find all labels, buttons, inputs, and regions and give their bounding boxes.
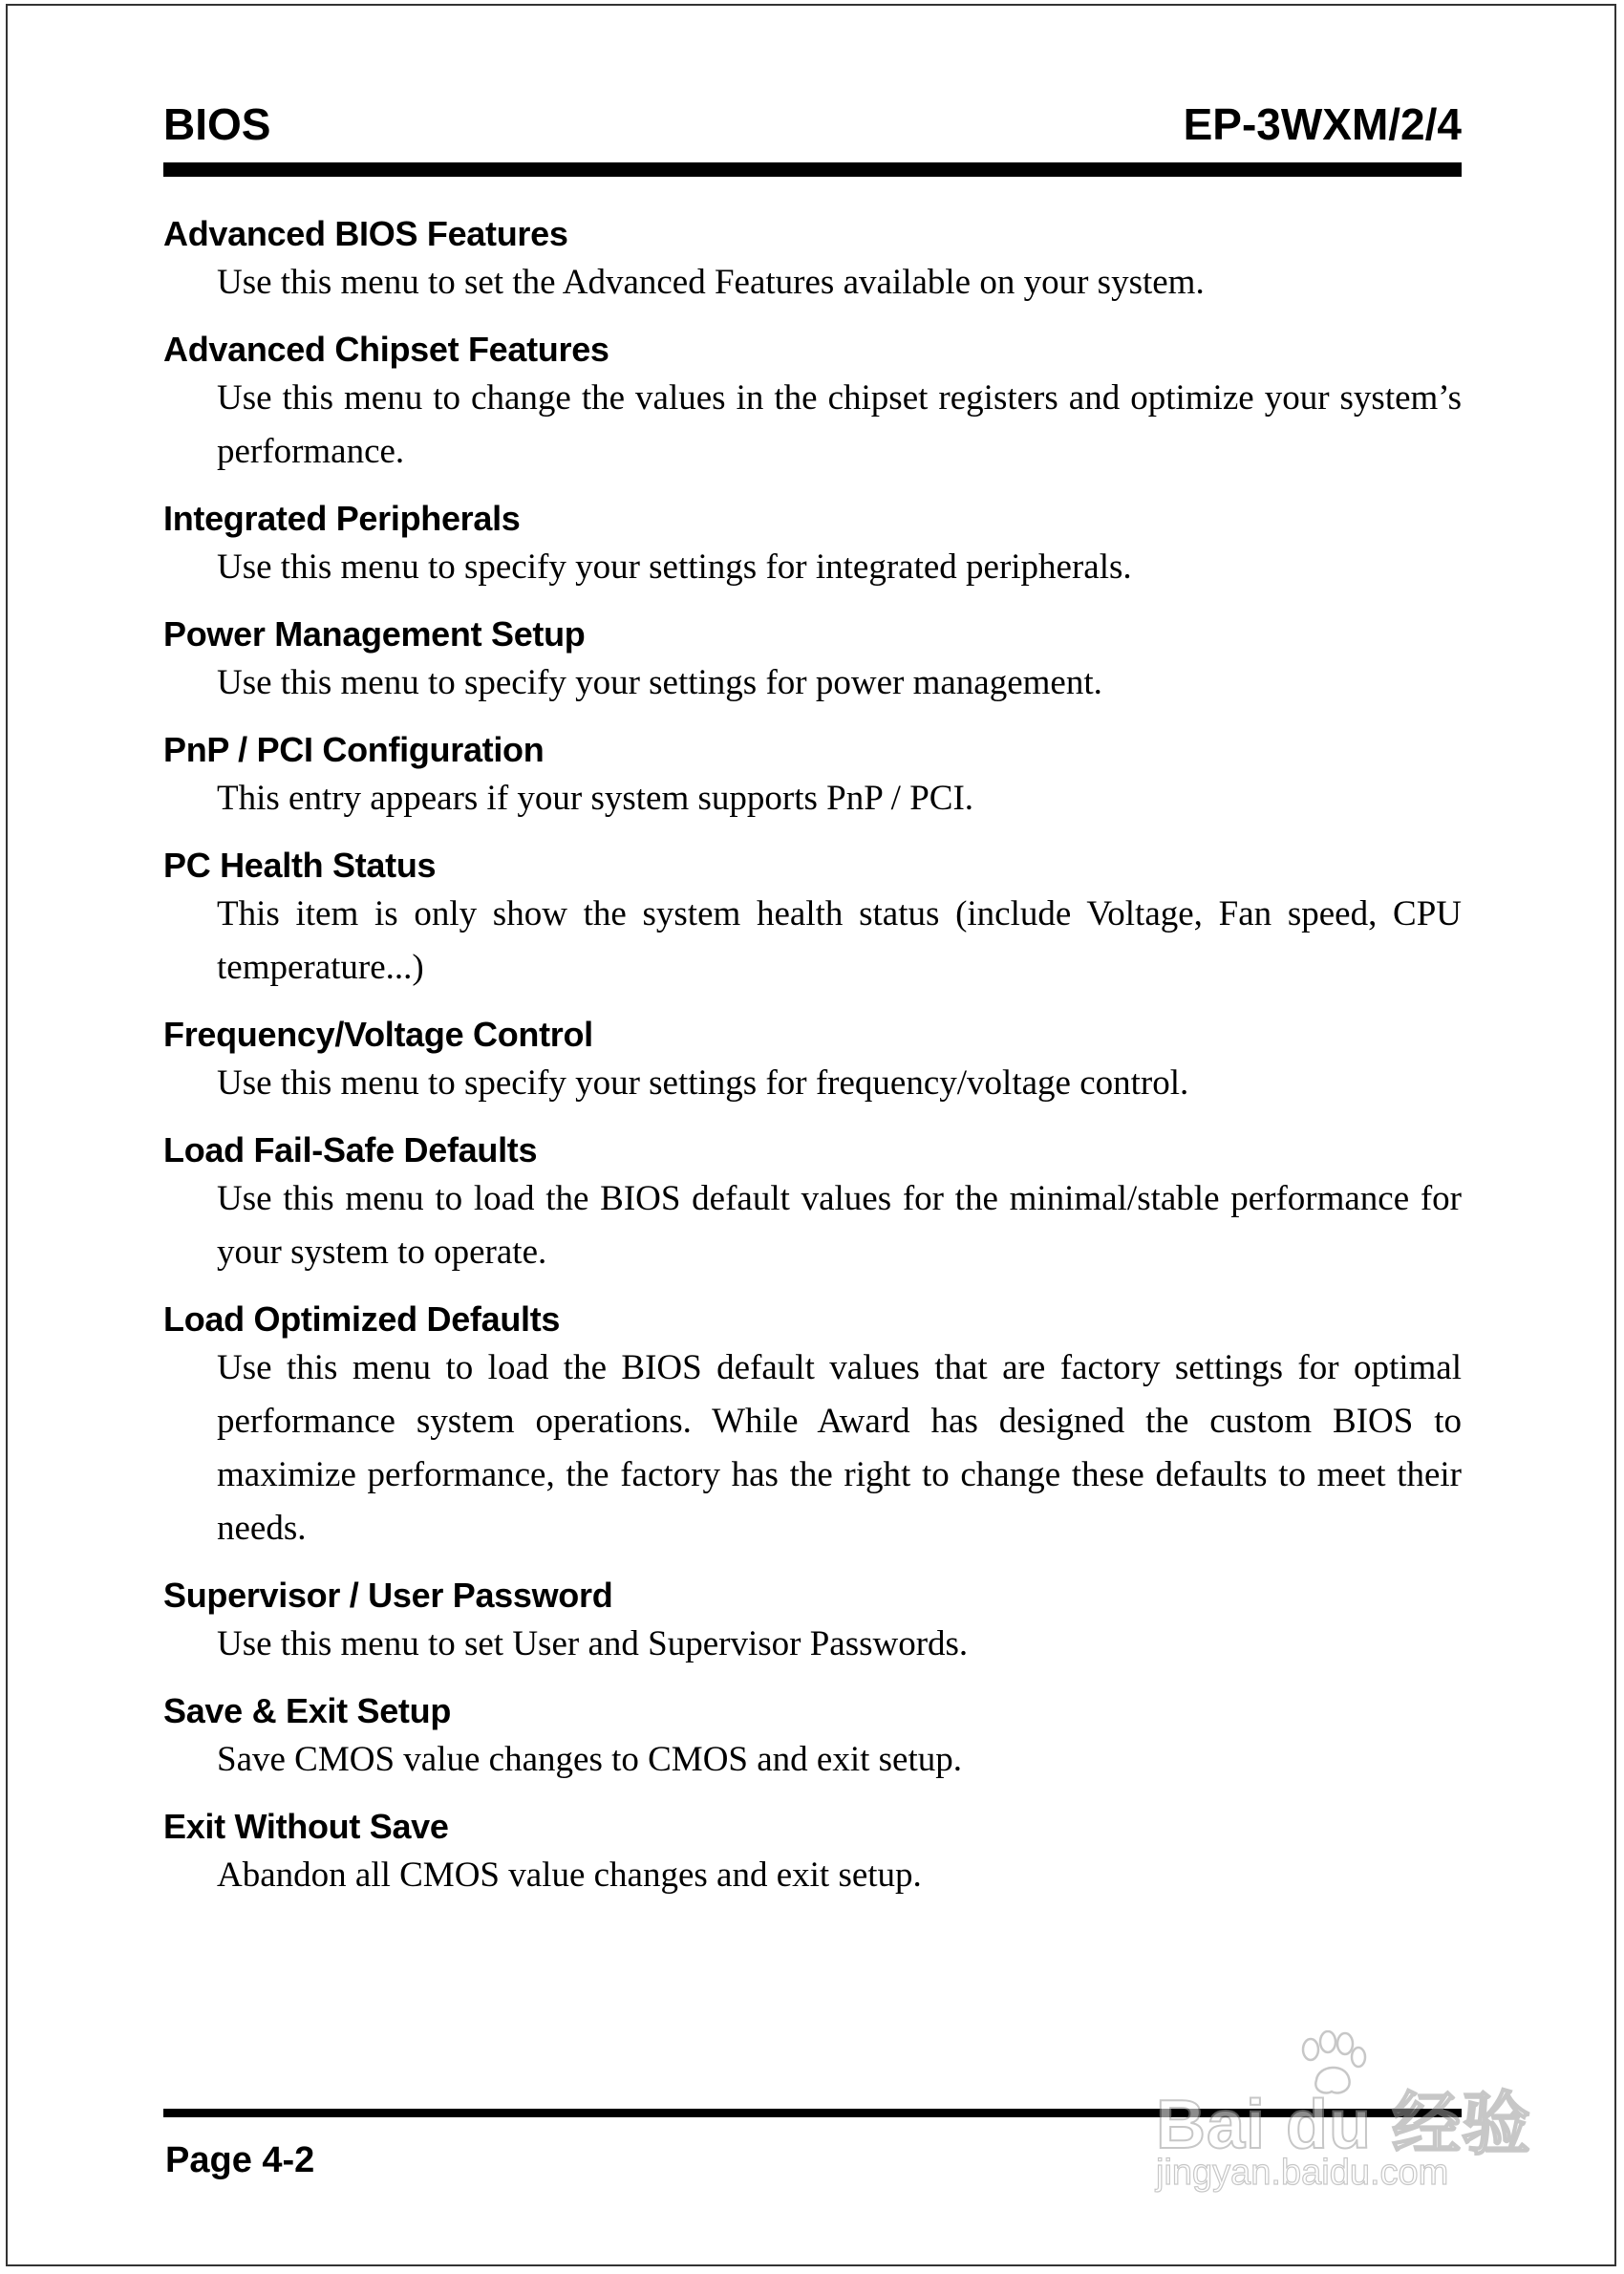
entry-title: Load Optimized Defaults — [163, 1299, 561, 1339]
entry-description: Use this menu to specify your settings for frequency/voltage control. — [217, 1063, 1189, 1103]
header-section-title: BIOS — [163, 99, 271, 149]
entry-pc-health-status — [163, 844, 1462, 995]
entry-title: Supervisor / User Password — [163, 1576, 613, 1615]
entry-advanced-bios-features — [163, 212, 1462, 310]
entry-description: Use this menu to load the BIOS default values that are factory settings for optimal performance system operations. While Award has designed the custom BIOS to maximize performance, the factory has the right to change these defaults to meet their needs. — [217, 1348, 1462, 1548]
entry-description: Use this menu to specify your settings for power management. — [217, 663, 1102, 702]
entry-title: Save & Exit Setup — [163, 1691, 452, 1730]
entry-integrated-peripherals — [163, 497, 1462, 594]
entry-title: Frequency/Voltage Control — [163, 1015, 593, 1054]
header-rule — [163, 162, 1462, 177]
entry-description: Use this menu to set the Advanced Features available on your system. — [217, 263, 1205, 302]
entry-title: Advanced BIOS Features — [163, 214, 568, 253]
header-model-number: EP-3WXM/2/4 — [1183, 99, 1462, 149]
entry-title: Integrated Peripherals — [163, 499, 521, 538]
entry-pnp-pci-configuration — [163, 728, 1462, 826]
entry-description: Use this menu to load the BIOS default values for the minimal/stable performance for your system to operate. — [217, 1179, 1462, 1272]
entry-description: Abandon all CMOS value changes and exit setup. — [217, 1856, 922, 1895]
watermark-url: jingyan.baidu.com — [1156, 2153, 1449, 2193]
entry-title: Power Management Setup — [163, 614, 586, 654]
entry-exit-without-save — [163, 1805, 1462, 1902]
baidu-watermark — [1156, 2030, 1538, 2202]
entry-save-exit-setup — [163, 1689, 1462, 1787]
entry-title: PnP / PCI Configuration — [163, 730, 545, 769]
entry-description: Save CMOS value changes to CMOS and exit setup. — [217, 1740, 962, 1779]
entry-load-optimized-defaults — [163, 1298, 1462, 1555]
watermark-brand: Bai du 经验 — [1156, 2087, 1532, 2163]
entry-load-fail-safe-defaults — [163, 1128, 1462, 1279]
entry-title: Exit Without Save — [163, 1807, 449, 1846]
entry-description: Use this menu to specify your settings for integrated peripherals. — [217, 547, 1132, 587]
menu-entries-list — [163, 212, 1462, 1920]
entry-title: Load Fail-Safe Defaults — [163, 1130, 538, 1169]
entry-description: This entry appears if your system supports PnP / PCI. — [217, 779, 974, 818]
entry-supervisor-user-password — [163, 1574, 1462, 1671]
entry-description: This item is only show the system health status (include Voltage, Fan speed, CPU temperature...) — [217, 894, 1462, 987]
entry-title: Advanced Chipset Features — [163, 330, 609, 369]
entry-description: Use this menu to set User and Supervisor Passwords. — [217, 1624, 969, 1663]
entry-description: Use this menu to change the values in the chipset registers and optimize your system’s performance. — [217, 378, 1462, 471]
entry-title: PC Health Status — [163, 846, 437, 885]
page-number: Page 4-2 — [165, 2140, 315, 2180]
entry-advanced-chipset-features — [163, 328, 1462, 479]
entry-frequency-voltage-control — [163, 1013, 1462, 1110]
entry-power-management-setup — [163, 612, 1462, 710]
